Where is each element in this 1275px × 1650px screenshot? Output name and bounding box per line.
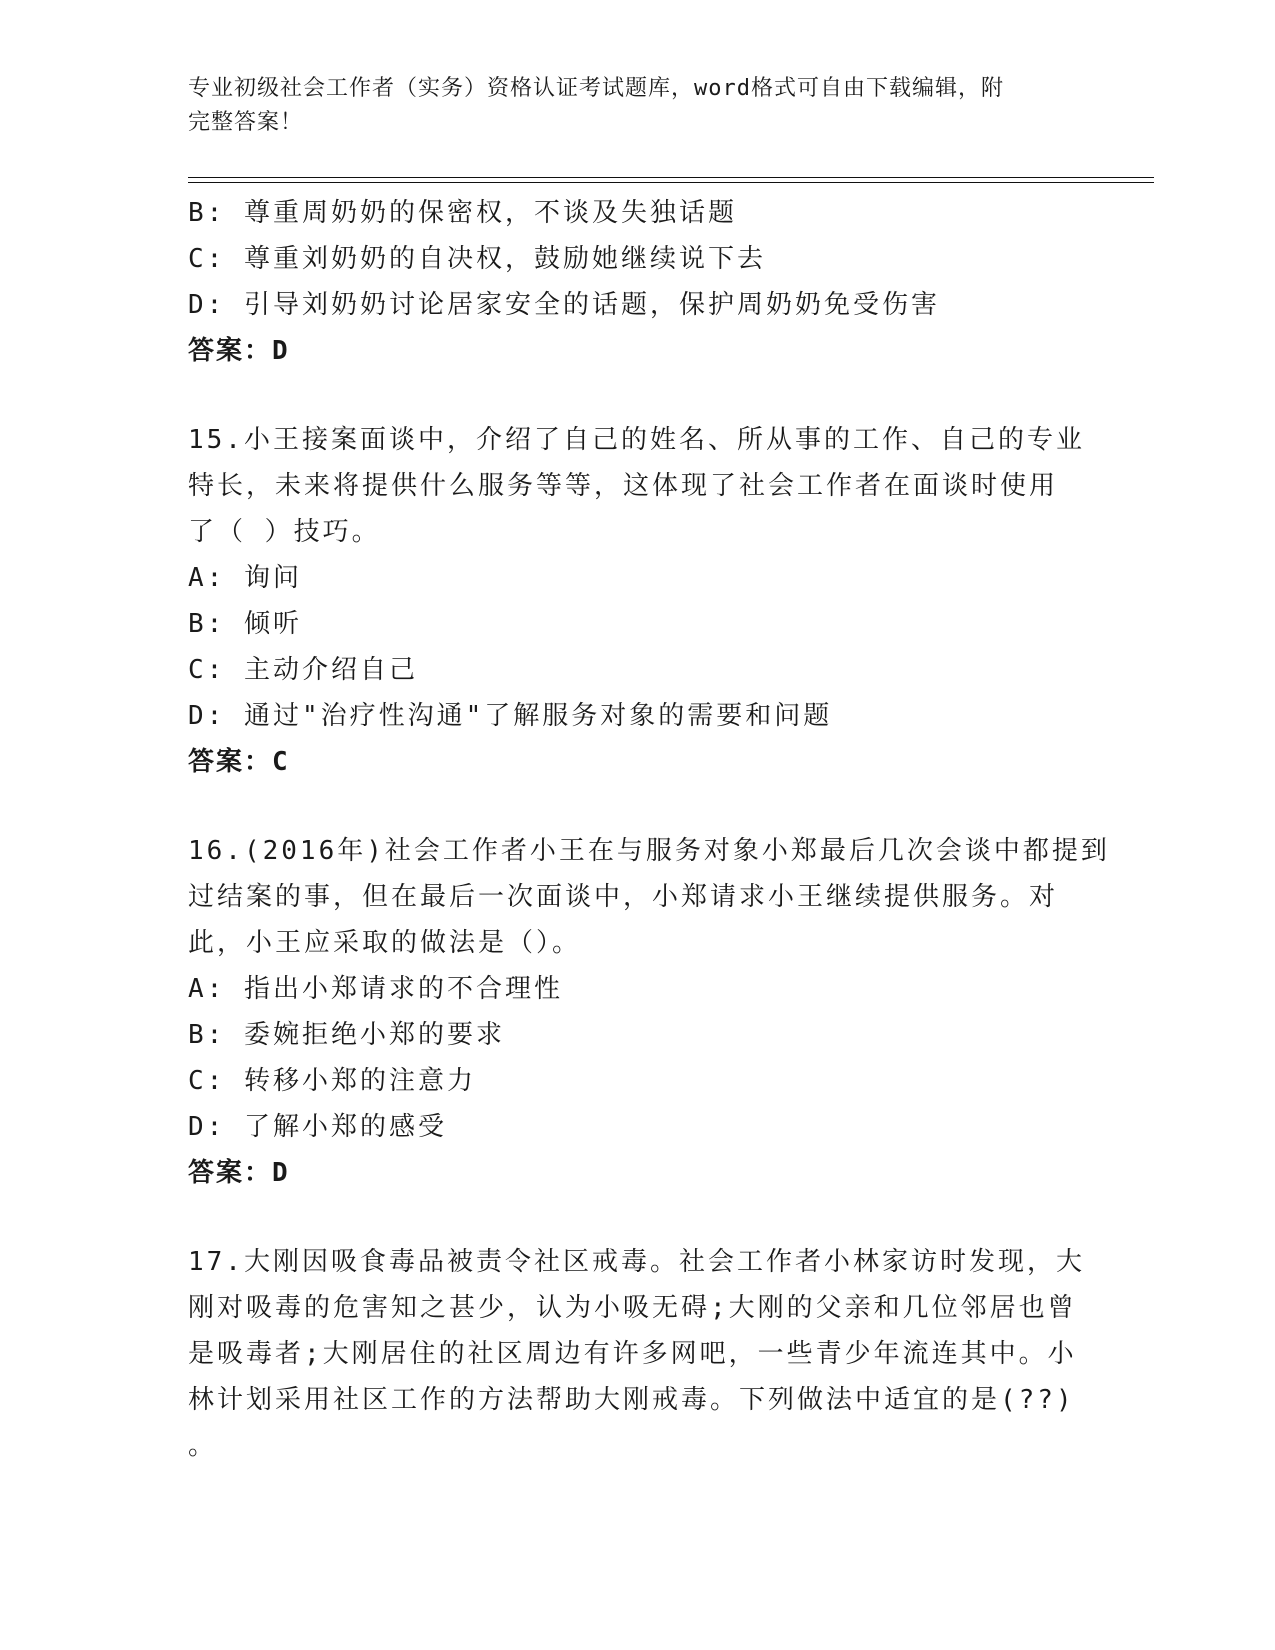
option-b: B: 倾听 <box>188 609 302 639</box>
question-16 <box>188 828 1110 1196</box>
question-14-tail <box>188 190 1088 374</box>
option-d: D: 通过"治疗性沟通"了解服务对象的需要和问题 <box>188 701 833 731</box>
answer: 答案：D <box>188 1158 290 1188</box>
question-stem-line: 了（ ）技巧。 <box>188 517 381 547</box>
spacer <box>188 1196 1088 1239</box>
option-a: A: 指出小郑请求的不合理性 <box>188 974 563 1004</box>
option-c: C: 尊重刘奶奶的自决权，鼓励她继续说下去 <box>188 244 766 274</box>
question-stem-line: 16.(2016年)社会工作者小王在与服务对象小郑最后几次会谈中都提到 <box>188 836 1110 866</box>
option-b: B: 尊重周奶奶的保密权，不谈及失独话题 <box>188 198 737 228</box>
header-line-1: 专业初级社会工作者（实务）资格认证考试题库，word格式可自由下载编辑，附 <box>188 76 1004 101</box>
question-17 <box>188 1239 1088 1469</box>
header-line-2: 完整答案！ <box>188 110 304 135</box>
spacer <box>188 374 1088 417</box>
question-stem-line: 此，小王应采取的做法是（）。 <box>188 928 582 958</box>
question-stem-line: 特长，未来将提供什么服务等等，这体现了社会工作者在面谈时使用 <box>188 471 1059 501</box>
answer: 答案：C <box>188 747 290 777</box>
spacer <box>188 785 1088 828</box>
answer: 答案：D <box>188 336 290 366</box>
question-content <box>188 190 1110 1469</box>
question-stem-line: 17.大刚因吸食毒品被责令社区戒毒。社会工作者小林家访时发现，大 <box>188 1247 1085 1277</box>
question-15 <box>188 417 1088 785</box>
header-divider-top <box>188 177 1154 178</box>
option-b: B: 委婉拒绝小郑的要求 <box>188 1020 505 1050</box>
option-d: D: 引导刘奶奶讨论居家安全的话题，保护周奶奶免受伤害 <box>188 290 940 320</box>
question-stem-line: 。 <box>188 1431 218 1461</box>
option-c: C: 主动介绍自己 <box>188 655 418 685</box>
option-c: C: 转移小郑的注意力 <box>188 1066 476 1096</box>
question-stem-line: 15.小王接案面谈中，介绍了自己的姓名、所从事的工作、自己的专业 <box>188 425 1085 455</box>
document-header <box>188 72 1088 140</box>
question-stem-line: 林计划采用社区工作的方法帮助大刚戒毒。下列做法中适宜的是(??) <box>188 1385 1075 1415</box>
question-stem-line: 是吸毒者;大刚居住的社区周边有许多网吧，一些青少年流连其中。小 <box>188 1339 1077 1369</box>
header-divider-bottom <box>188 182 1154 183</box>
question-stem-line: 过结案的事，但在最后一次面谈中，小郑请求小王继续提供服务。对 <box>188 882 1059 912</box>
option-a: A: 询问 <box>188 563 302 593</box>
option-d: D: 了解小郑的感受 <box>188 1112 447 1142</box>
question-stem-line: 刚对吸毒的危害知之甚少，认为小吸无碍;大刚的父亲和几位邻居也曾 <box>188 1293 1077 1323</box>
